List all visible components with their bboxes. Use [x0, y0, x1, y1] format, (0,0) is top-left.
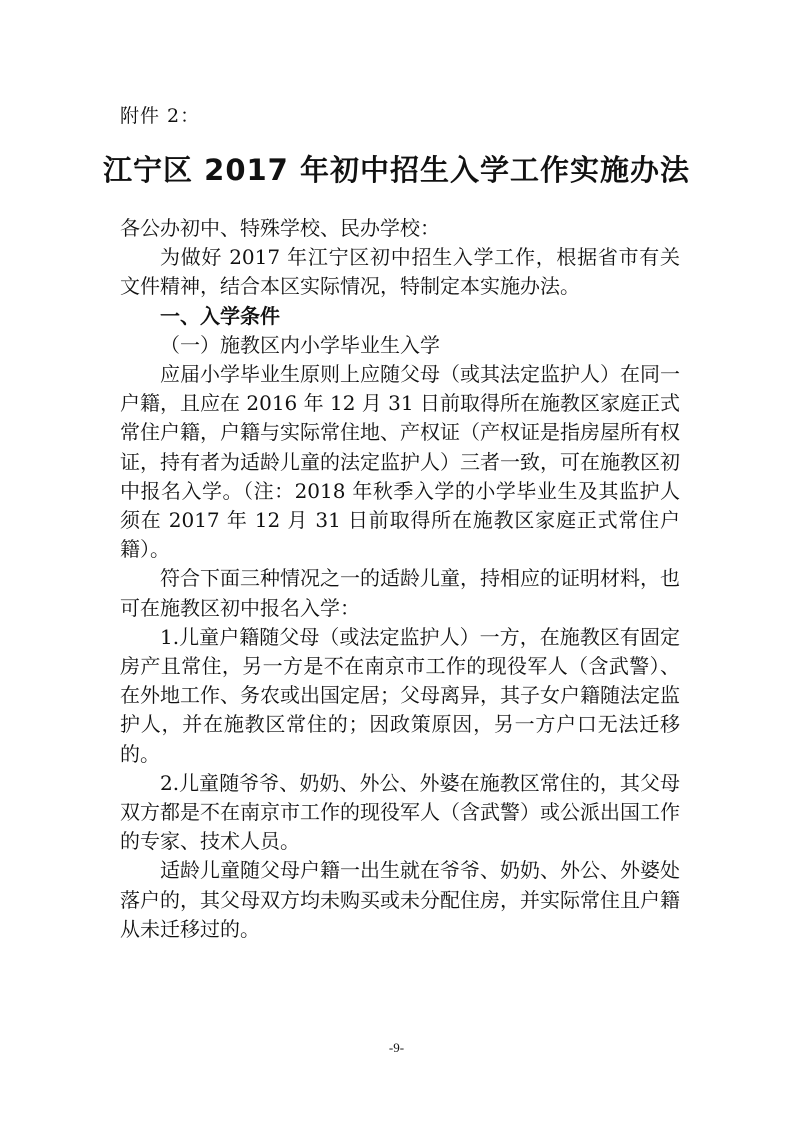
paragraph-case-3: 适龄儿童随父母户籍一出生就在爷爷、奶奶、外公、外婆处落户的，其父母双方均未购买或未分配住房，并实际常住且户籍从未迁移过的。	[120, 858, 680, 941]
page-number: -9-	[388, 1040, 405, 1055]
paragraph-case-2: 2.儿童随爷爷、奶奶、外公、外婆在施教区常住的，其父母双方都是不在南京市工作的现役军人（含武警）或公派出国工作的专家、技术人员。	[120, 770, 680, 854]
intro-paragraph: 为做好 2017 年江宁区初中招生入学工作，根据省市有关文件精神，结合本区实际情况，特制定本实施办法。	[120, 245, 680, 299]
document-body	[120, 214, 680, 944]
paragraph-case-1: 1.儿童户籍随父母（或法定监护人）一方，在施教区有固定房产且常住，另一方是不在南京市工作的现役军人（含武警）、在外地工作、务农或出国定居；父母离异，其子女户籍随法定监护人，并在施教区常住的；因政策原因，另一方户口无法迁移的。	[120, 624, 680, 766]
attachment-label: 附件 2：	[120, 105, 201, 127]
section-heading-admission-conditions: 一、入学条件	[160, 303, 280, 328]
paragraph-three-cases: 符合下面三种情况之一的适龄儿童，持相应的证明材料，也可在施教区初中报名入学：	[120, 566, 680, 620]
document-title: 江宁区 2017 年初中招生入学工作实施办法	[103, 153, 690, 187]
paragraph-household-requirement: 应届小学毕业生原则上应随父母（或其法定监护人）在同一户籍，且应在 2016 年 12 月 31 日前取得所在施教区家庭正式常住户籍，户籍与实际常住地、产权证（产权证是指房屋所有权证，持有者为适龄儿童的法定监护人）三者一致，可在施教区初中报名入学。（注：2018 年秋季入学的小学毕业生及其监护人须在 2017 年 12 月 31 日前取得所在施教区家庭正式常住户籍）。	[120, 362, 680, 562]
salutation: 各公办初中、特殊学校、民办学校：	[120, 216, 440, 240]
subsection-heading-in-district: （一）施教区内小学毕业生入学	[160, 332, 440, 357]
